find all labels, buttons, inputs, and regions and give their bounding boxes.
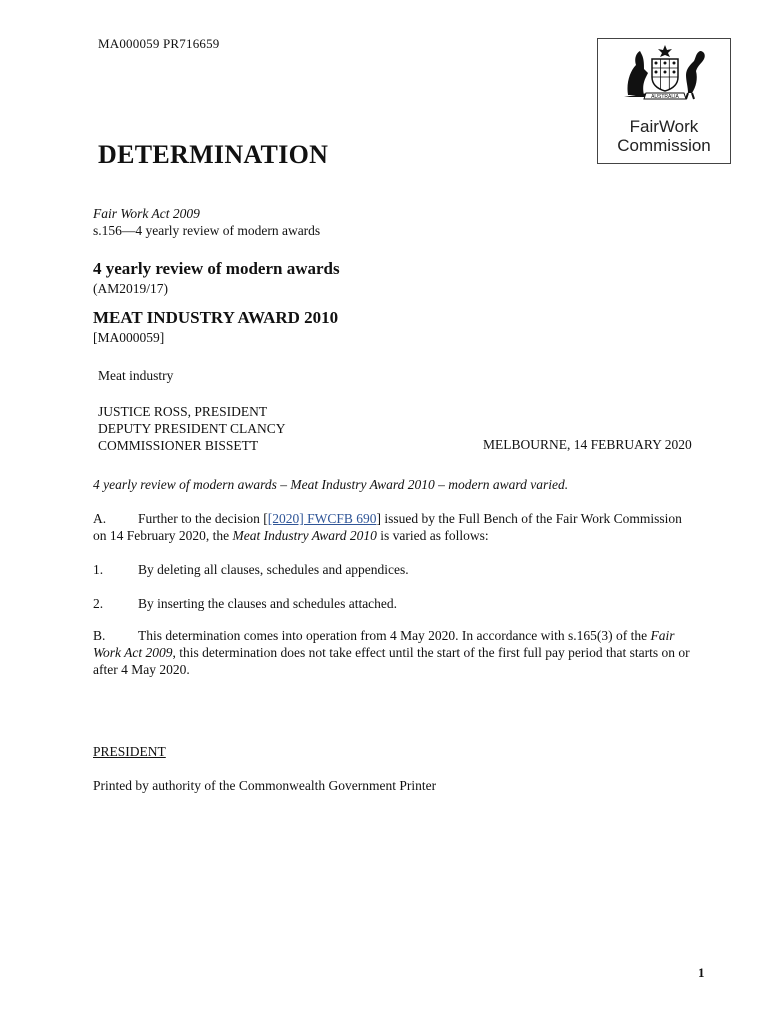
fair-work-commission-logo xyxy=(597,38,731,164)
act-section: s.156—4 yearly review of modern awards xyxy=(93,223,321,238)
act-reference xyxy=(93,205,320,239)
list-item xyxy=(93,595,693,612)
paragraph-label: B. xyxy=(93,628,106,643)
logo-line-2: Commission xyxy=(617,136,711,155)
award-block xyxy=(93,308,338,348)
member-line: JUSTICE ROSS, PRESIDENT xyxy=(98,404,268,419)
item-text: By deleting all clauses, schedules and appendices. xyxy=(138,562,409,577)
member-line: DEPUTY PRESIDENT CLANCY xyxy=(98,421,286,436)
item-text: By inserting the clauses and schedules attached. xyxy=(138,596,398,611)
industry-label: Meat industry xyxy=(98,368,174,383)
location-date: MELBOURNE, 14 FEBRUARY 2020 xyxy=(483,437,692,452)
item-label: 2. xyxy=(93,596,104,611)
emblem-scroll-text: AUSTRALIA xyxy=(651,94,679,100)
act-name-italic: Fair Work Act 2009 xyxy=(93,628,675,660)
item-label: 1. xyxy=(93,562,104,577)
list-item xyxy=(93,561,693,578)
review-block xyxy=(93,259,340,299)
paragraph-a xyxy=(93,510,693,544)
page-title: DETERMINATION xyxy=(98,140,329,169)
review-code: (AM2019/17) xyxy=(93,281,168,296)
paragraph-b xyxy=(93,627,693,678)
bench-members xyxy=(98,403,286,454)
award-name-italic: Meat Industry Award 2010 xyxy=(232,528,377,543)
determination-summary: 4 yearly review of modern awards – Meat Industry Award 2010 – modern award varied. xyxy=(93,477,569,492)
printer-notice: Printed by authority of the Commonwealth Government Printer xyxy=(93,778,437,793)
review-heading: 4 yearly review of modern awards xyxy=(93,259,340,278)
logo-line-1: FairWork xyxy=(629,117,699,136)
decision-link[interactable]: [2020] FWCFB 690 xyxy=(267,511,377,526)
coat-of-arms-icon xyxy=(622,43,708,103)
award-code: [MA000059] xyxy=(93,330,165,345)
award-heading: MEAT INDUSTRY AWARD 2010 xyxy=(93,308,339,327)
page-number: 1 xyxy=(698,965,705,980)
document-reference: MA000059 PR716659 xyxy=(98,36,220,51)
paragraph-text: This determination comes into operation from 4 May 2020. In accordance with s.165(3) of the xyxy=(138,628,651,643)
member-line: COMMISSIONER BISSETT xyxy=(98,438,259,453)
logo-wordmark xyxy=(598,117,730,155)
paragraph-text: is varied as follows: xyxy=(376,528,489,543)
paragraph-label: A. xyxy=(93,511,107,526)
act-name: Fair Work Act 2009 xyxy=(93,206,200,221)
paragraph-text: Further to the decision [ xyxy=(138,511,268,526)
paragraph-text: ] issued by the Full Bench of the Fair Work Commission on 14 February 2020, the xyxy=(93,511,682,543)
signature-president: PRESIDENT xyxy=(93,744,166,759)
paragraph-text: , this determination does not take effect until the start of the first full pay period that starts on or after 4 May 2020. xyxy=(93,645,690,677)
